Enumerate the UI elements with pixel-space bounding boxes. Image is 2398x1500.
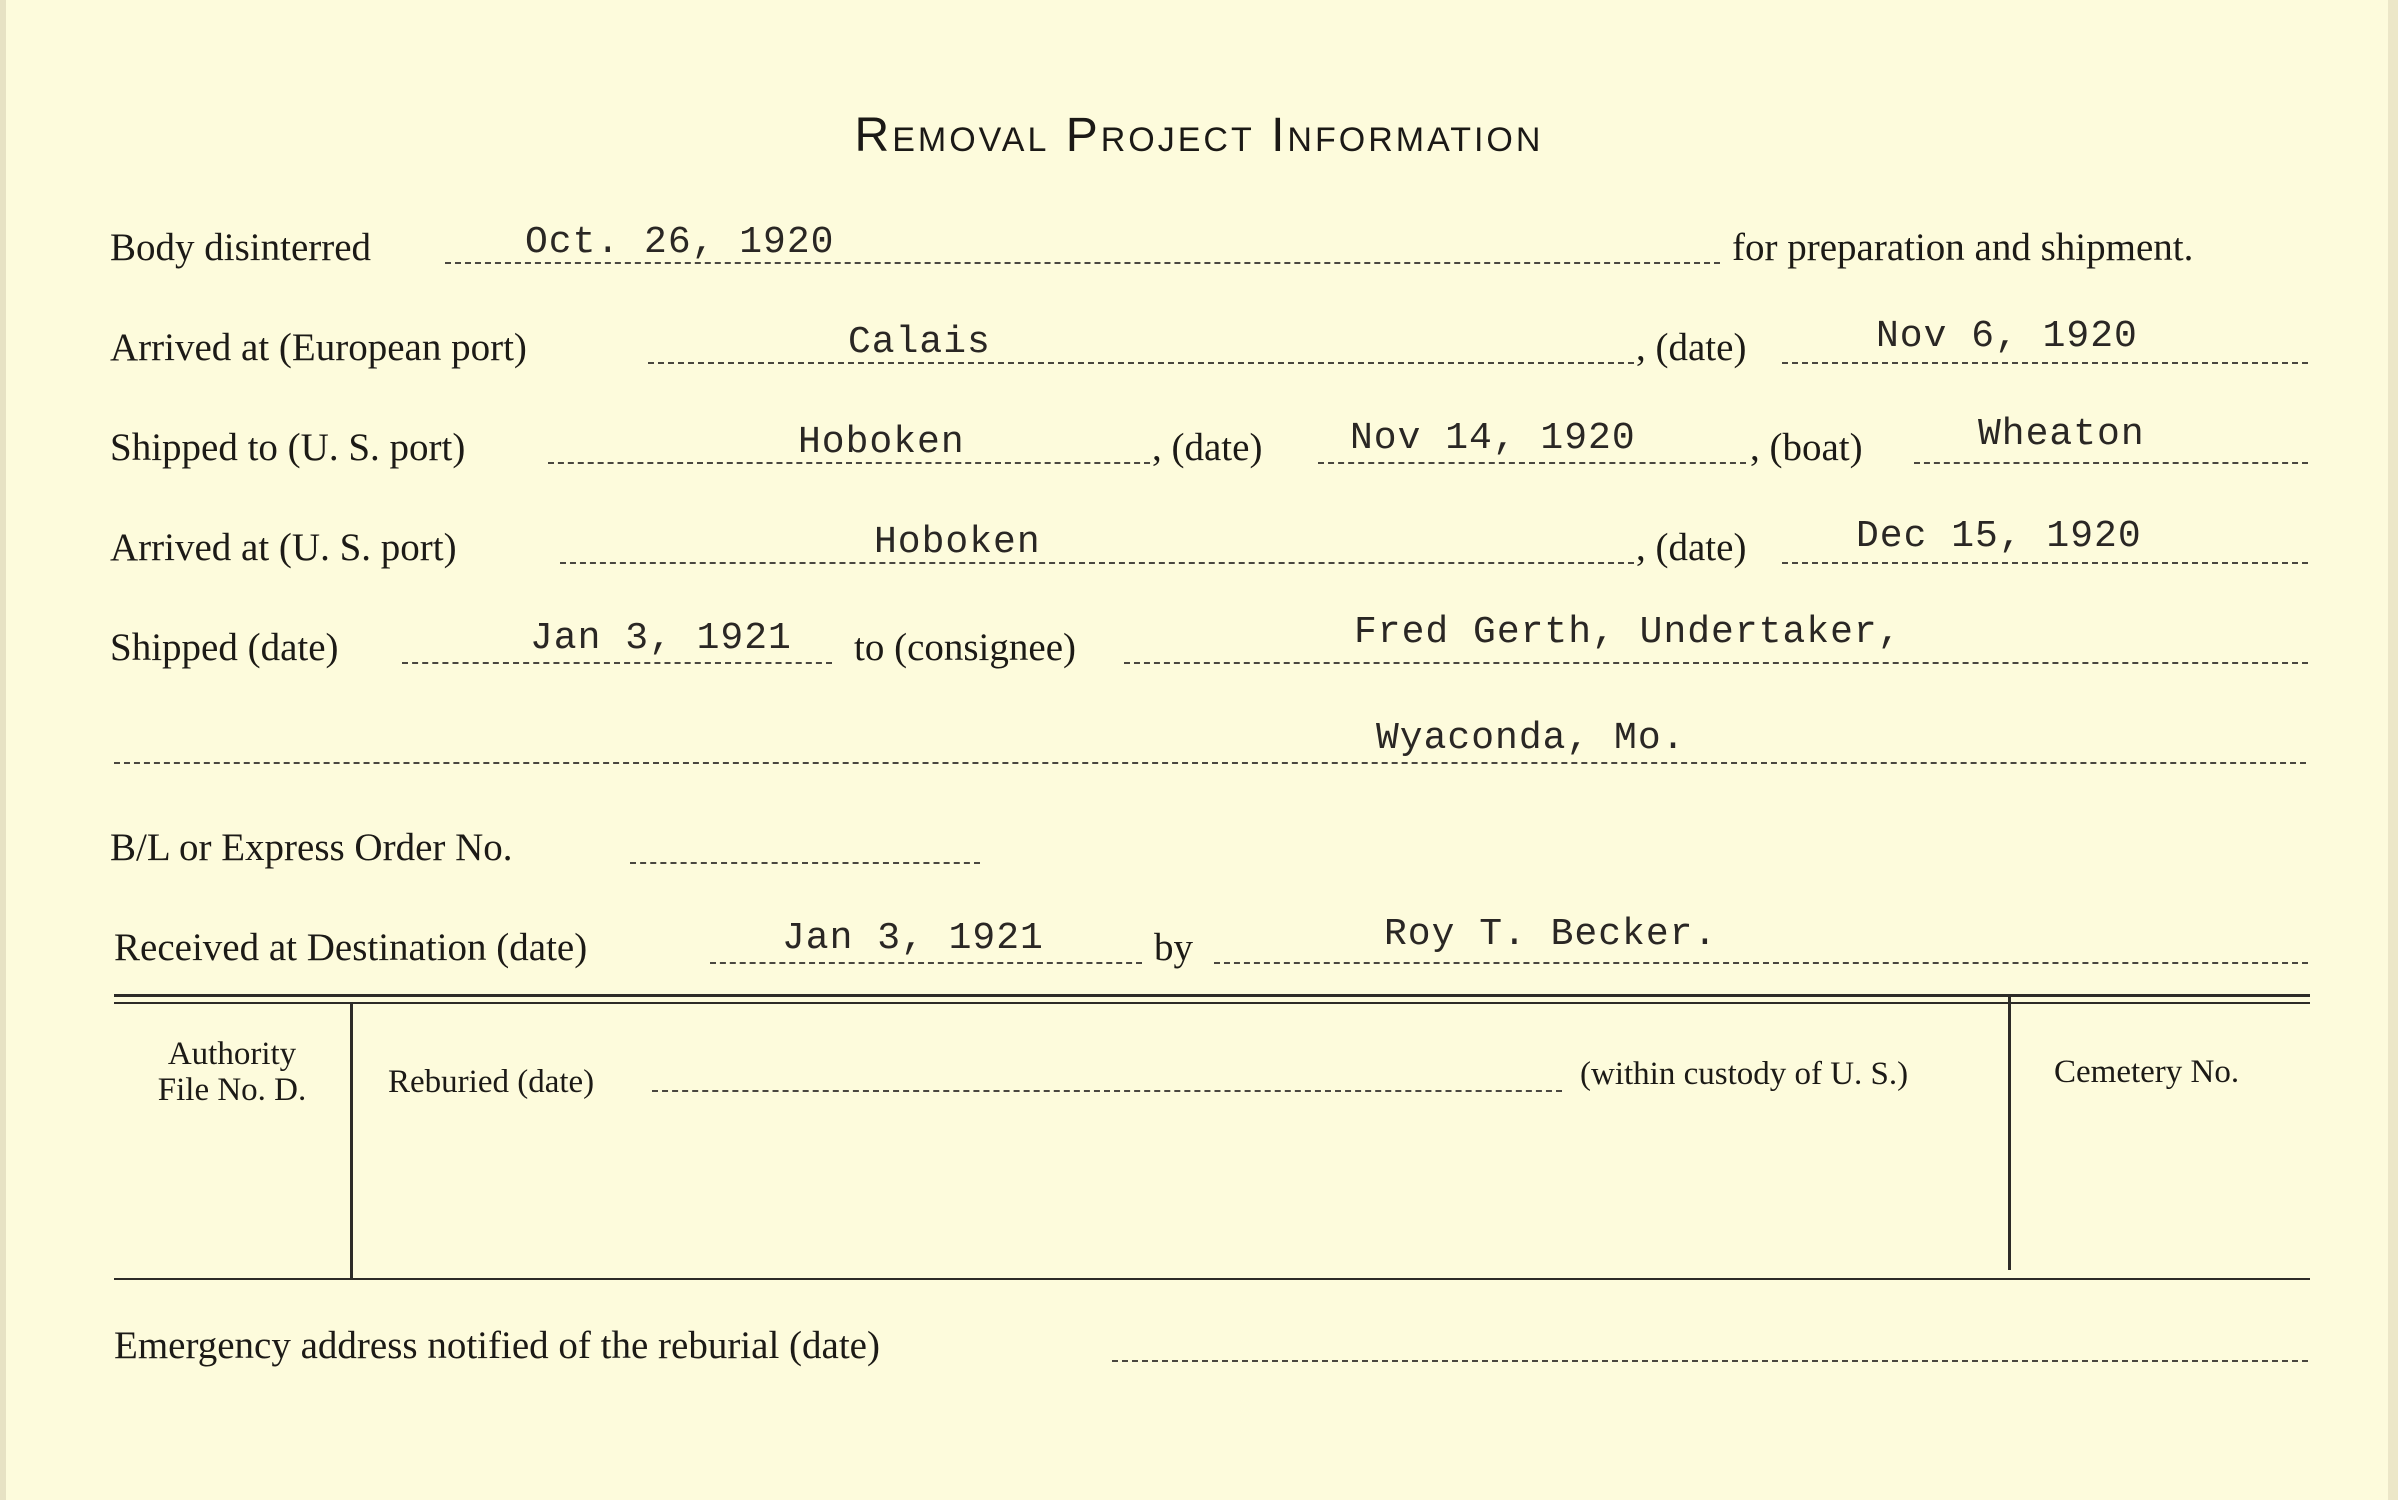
arrived-us-date-value: Dec 15, 1920 [1856,515,2142,558]
row-arrived-us [110,510,2308,580]
shipped-us-value: Hoboken [798,421,965,464]
reburied-label: Reburied (date) [388,1064,595,1100]
row-arrived-european [110,310,2308,380]
card-left-edge [0,0,6,1500]
shipped-date-value: Jan 3, 1921 [530,617,792,660]
body-disinterred-value: Oct. 26, 1920 [525,221,835,264]
shipped-date-line [402,662,832,664]
shipped-us-date-value: Nov 14, 1920 [1350,417,1636,460]
reburied-line [652,1090,1562,1092]
card-right-edge [2388,0,2398,1500]
row-received [110,910,2308,980]
shipped-us-date-label: , (date) [1152,426,1263,469]
received-by-value: Roy T. Becker. [1384,913,1718,956]
box-top-rule-2 [114,1002,2310,1004]
arrived-european-value: Calais [848,321,991,364]
arrived-european-date-line [1782,362,2308,364]
emergency-line [1112,1360,2308,1362]
cemetery-label: Cemetery No. [2054,1054,2240,1090]
received-line [710,962,1142,964]
shipped-us-boat-label: , (boat) [1750,426,1863,469]
body-disinterred-tail: for preparation and shipment. [1732,226,2194,269]
shipped-us-boat-line [1914,462,2308,464]
received-value: Jan 3, 1921 [782,917,1044,960]
consignee-line2-value: Wyaconda, Mo. [1376,717,1686,760]
shipped-us-label: Shipped to (U. S. port) [110,426,466,469]
row-body-disinterred [110,210,2308,280]
arrived-us-line [560,562,1634,564]
body-disinterred-label: Body disinterred [110,226,372,269]
received-by-line [1214,962,2308,964]
arrived-european-date-value: Nov 6, 1920 [1876,315,2138,358]
row-shipped-us [110,410,2308,480]
custody-label: (within custody of U. S.) [1580,1056,1909,1092]
box-top-rule-1 [114,994,2310,997]
box-divider-left [350,1004,353,1278]
consignee-line [1124,662,2308,664]
consignee-label: to (consignee) [854,626,1077,669]
arrived-us-date-line [1782,562,2308,564]
consignee-line2 [114,762,2306,764]
shipped-us-date-line [1318,462,1746,464]
arrived-european-line [648,362,1634,364]
row-consignee-line2 [110,710,2308,780]
row-shipped-date [110,610,2308,680]
authority-line2: File No. D. [157,1072,307,1108]
arrived-us-date-label: , (date) [1636,526,1747,569]
box-bottom-rule [114,1278,2310,1280]
box-divider-right [2008,996,2011,1270]
bl-order-label: B/L or Express Order No. [110,826,513,869]
row-bl-order [110,810,2308,880]
authority-line1: Authority [167,1036,297,1072]
consignee-value: Fred Gerth, Undertaker, [1354,611,1902,654]
shipped-date-label: Shipped (date) [110,626,339,669]
form-title: Removal Project Information [854,109,1544,162]
received-label: Received at Destination (date) [114,926,588,969]
received-by-label: by [1154,926,1193,969]
bl-order-line [630,862,980,864]
shipped-us-boat-value: Wheaton [1978,413,2145,456]
arrived-european-date-label: , (date) [1636,326,1747,369]
arrived-us-label: Arrived at (U. S. port) [110,526,457,569]
row-emergency [114,1308,2308,1378]
authority-label [122,1036,342,1108]
arrived-european-label: Arrived at (European port) [110,326,527,369]
emergency-label: Emergency address notified of the reburial (date) [114,1324,880,1367]
arrived-us-value: Hoboken [874,521,1041,564]
